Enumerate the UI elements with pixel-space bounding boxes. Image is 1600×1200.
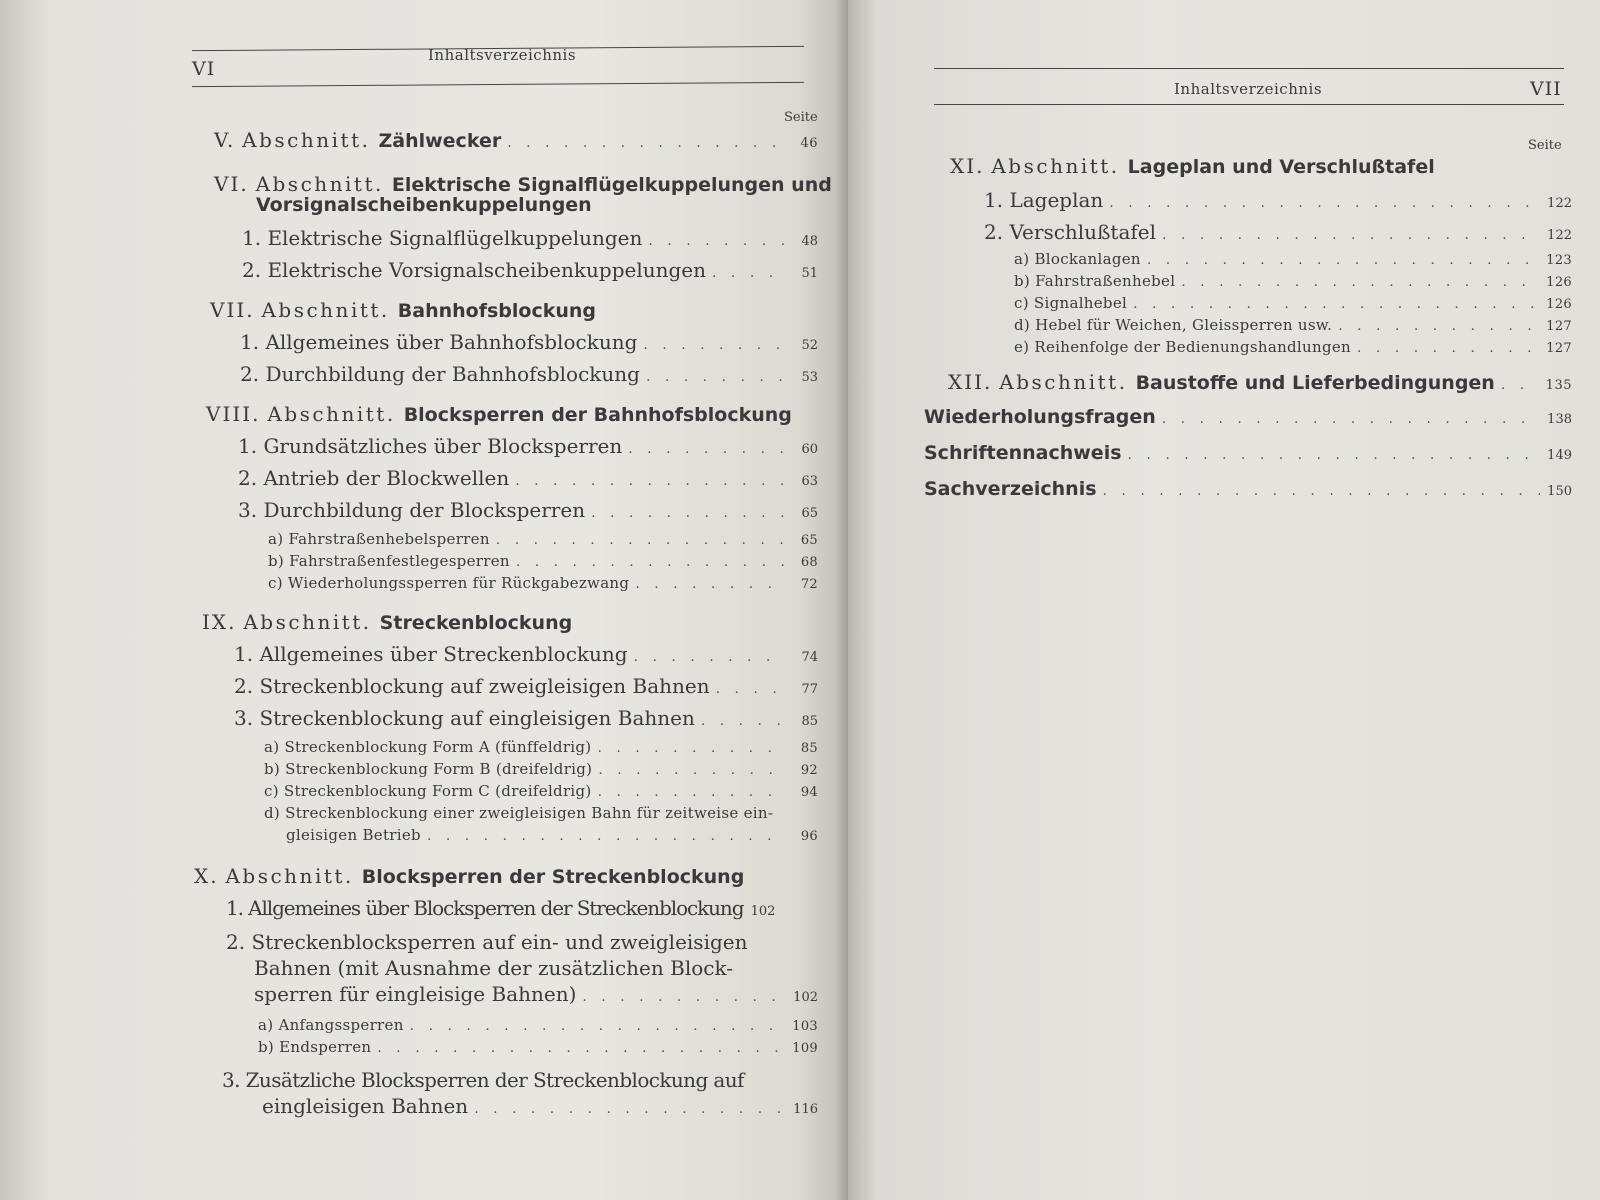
toc-entry xyxy=(242,226,818,250)
page-ref: 65 xyxy=(801,506,818,521)
section-title: Blocksperren der Bahnhofsblockung xyxy=(403,404,792,426)
dot-leader xyxy=(643,337,786,353)
toc-subentry xyxy=(264,782,818,800)
toc-entry xyxy=(226,896,818,920)
entry-text: sperren für eingleisige Bahnen) xyxy=(254,982,577,1006)
entry-text: c) Streckenblockung Form C (dreifeldrig) xyxy=(264,782,592,800)
entry-text: b) Fahrstraßenfestlegesperren xyxy=(268,552,510,570)
section-title: Lageplan und Verschlußtafel xyxy=(1127,156,1435,178)
page-ref: 102 xyxy=(793,990,818,1005)
section-title: Bahnhofsblockung xyxy=(397,300,597,322)
toc-subentry xyxy=(264,738,818,756)
toc-section-vii xyxy=(210,298,596,322)
page-ref: 127 xyxy=(1546,341,1572,356)
section-number: VII. xyxy=(210,298,255,322)
header-rule-top xyxy=(934,68,1564,69)
dot-leader xyxy=(591,505,786,521)
entry-text: 2. Streckenblockung auf zweigleisigen Bahnen xyxy=(234,674,710,698)
section-number: IX. xyxy=(202,610,237,634)
section-title: Streckenblockung xyxy=(379,612,573,634)
page-ref: 53 xyxy=(801,370,818,385)
entry-text: 2. Durchbildung der Bahnhofsblockung xyxy=(240,362,640,386)
page-ref: 77 xyxy=(801,682,818,697)
section-number: V. xyxy=(214,128,236,152)
entry-text: 2. Verschlußtafel xyxy=(984,220,1157,244)
seite-label: Seite xyxy=(784,110,818,125)
entry-text: a) Fahrstraßenhebelsperren xyxy=(268,530,490,548)
dot-leader xyxy=(507,135,786,151)
dot-leader xyxy=(635,576,786,592)
toc-entry xyxy=(262,1094,818,1118)
entry-text: c) Wiederholungssperren für Rückgabezwang xyxy=(268,574,630,592)
toc-section-xi xyxy=(950,154,1435,178)
entry-text: 1. Allgemeines über Streckenblockung xyxy=(234,642,628,666)
page-number: VI xyxy=(192,58,216,80)
dot-leader xyxy=(1103,483,1540,499)
seite-label: Seite xyxy=(1528,138,1562,153)
section-number: X. xyxy=(194,864,219,888)
dot-leader xyxy=(1133,296,1540,312)
entry-text: a) Streckenblockung Form A (fünffeldrig) xyxy=(264,738,592,756)
page-ref: 103 xyxy=(792,1019,818,1034)
toc-subentry xyxy=(268,574,818,592)
section-number: VIII. xyxy=(206,402,261,426)
section-title: Baustoffe und Lieferbedingungen xyxy=(1135,372,1495,394)
toc-entry-wiederholungsfragen xyxy=(924,406,1572,428)
page-ref: 135 xyxy=(1545,378,1572,393)
entry-text: b) Fahrstraßenhebel xyxy=(1014,272,1176,290)
section-number: VI. xyxy=(214,172,249,196)
page-ref: 94 xyxy=(800,785,818,800)
toc-entry xyxy=(240,362,818,386)
dot-leader xyxy=(1162,227,1540,243)
toc-entry xyxy=(242,258,818,282)
toc-subentry xyxy=(286,826,818,844)
page-ref: 46 xyxy=(800,136,818,151)
entry-text: 1. Grundsätzliches über Blocksperren xyxy=(238,434,623,458)
entry-text: 3. Durchbildung der Blocksperren xyxy=(238,498,586,522)
section-label: Abschnitt. xyxy=(243,610,372,634)
page-number: VII xyxy=(1530,78,1562,100)
page-ref: 63 xyxy=(801,474,818,489)
dot-leader xyxy=(474,1101,786,1117)
toc-subentry xyxy=(258,1016,818,1034)
dot-leader xyxy=(410,1018,786,1034)
page-ref: 60 xyxy=(801,442,818,457)
page-ref: 138 xyxy=(1547,412,1572,427)
dot-leader xyxy=(712,265,786,281)
toc-subentry xyxy=(268,530,818,548)
section-number: XI. xyxy=(950,154,985,178)
entry-text: 1. Elektrische Signalflügelkuppelungen xyxy=(242,226,643,250)
toc-entry xyxy=(234,642,818,666)
toc-section-viii xyxy=(206,402,792,426)
entry-text: 1. Lageplan xyxy=(984,188,1104,212)
toc-entry-schriftennachweis xyxy=(924,442,1572,464)
dot-leader xyxy=(582,989,786,1005)
toc-entry xyxy=(238,434,818,458)
toc-entry-sachverzeichnis xyxy=(924,478,1572,500)
toc-entry xyxy=(984,188,1572,212)
dot-leader xyxy=(516,554,786,570)
entry-text: 3. Streckenblockung auf eingleisigen Bahnen xyxy=(234,706,695,730)
page-ref: 72 xyxy=(800,577,818,592)
page-ref: 126 xyxy=(1546,297,1572,312)
section-label: Abschnitt. xyxy=(267,402,396,426)
toc-subentry xyxy=(1014,272,1572,290)
toc-section-v xyxy=(214,128,818,152)
entry-text: e) Reihenfolge der Bedienungshandlungen xyxy=(1014,338,1351,356)
entry-text: Schriftennachweis xyxy=(924,442,1122,464)
entry-text: c) Signalhebel xyxy=(1014,294,1128,312)
header-rule-bottom xyxy=(934,104,1564,105)
toc-subentry xyxy=(258,1038,818,1056)
toc-section-ix xyxy=(202,610,572,634)
toc-subentry xyxy=(1014,316,1572,334)
dot-leader xyxy=(1357,340,1540,356)
toc-entry xyxy=(238,466,818,490)
dot-leader xyxy=(1162,411,1540,427)
entry-text: a) Anfangssperren xyxy=(258,1016,404,1034)
dot-leader xyxy=(496,532,786,548)
toc-entry xyxy=(240,330,818,354)
section-label: Abschnitt. xyxy=(225,864,354,888)
dot-leader xyxy=(634,649,786,665)
entry-text: a) Blockanlagen xyxy=(1014,250,1141,268)
header-title: Inhaltsverzeichnis xyxy=(1174,80,1323,98)
dot-leader xyxy=(427,828,786,844)
toc-entry-line1: 2. Streckenblocksperren auf ein- und zweigleisigen xyxy=(226,930,748,954)
page-ref: 96 xyxy=(800,829,818,844)
toc-entry-line2: Bahnen (mit Ausnahme der zusätzlichen Block- xyxy=(254,956,733,980)
entry-text: 2. Antrieb der Blockwellen xyxy=(238,466,510,490)
page-ref: 122 xyxy=(1547,196,1572,211)
entry-text: Wiederholungsfragen xyxy=(924,406,1156,428)
page-ref: 122 xyxy=(1547,228,1572,243)
toc-subentry xyxy=(264,760,818,778)
section-title: Zählwecker xyxy=(378,130,502,152)
section-label: Abschnitt. xyxy=(242,128,371,152)
section-label: Abschnitt. xyxy=(999,370,1128,394)
dot-leader xyxy=(1147,252,1540,268)
section-label: Abschnitt. xyxy=(261,298,390,322)
toc-entry xyxy=(984,220,1572,244)
toc-entry xyxy=(234,706,818,730)
toc-subentry xyxy=(268,552,818,570)
toc-section-xii xyxy=(948,370,1572,394)
page-ref: 150 xyxy=(1547,484,1572,499)
page-ref: 51 xyxy=(801,266,818,281)
page-ref: 109 xyxy=(792,1041,818,1056)
toc-entry xyxy=(234,674,818,698)
section-title-continued: Vorsignalscheibenkuppelungen xyxy=(256,194,592,216)
page-ref: 52 xyxy=(801,338,818,353)
dot-leader xyxy=(1128,447,1540,463)
dot-leader xyxy=(1181,274,1540,290)
dot-leader xyxy=(648,233,786,249)
section-title: Elektrische Signalflügelkuppelungen und xyxy=(391,174,832,196)
section-label: Abschnitt. xyxy=(255,172,384,196)
page-ref: 85 xyxy=(801,714,818,729)
dot-leader xyxy=(1109,195,1540,211)
page-ref: 102 xyxy=(750,904,776,919)
section-title: Blocksperren der Streckenblockung xyxy=(361,866,745,888)
entry-text: 1. Allgemeines über Bahnhofsblockung xyxy=(240,330,638,354)
dot-leader xyxy=(598,784,786,800)
toc-subentry xyxy=(1014,338,1572,356)
dot-leader xyxy=(515,473,786,489)
page-ref: 127 xyxy=(1546,319,1572,334)
page-ref: 92 xyxy=(800,763,818,778)
page-ref: 65 xyxy=(800,533,818,548)
right-page xyxy=(848,0,1600,1200)
dot-leader xyxy=(646,369,786,385)
section-number: XII. xyxy=(948,370,993,394)
header-rule-bottom xyxy=(192,82,804,87)
dot-leader xyxy=(598,762,786,778)
entry-text: gleisigen Betrieb xyxy=(286,826,421,844)
page-ref: 48 xyxy=(801,234,818,249)
entry-text: 1. Allgemeines über Blocksperren der Streckenblockung xyxy=(226,896,744,920)
toc-subentry xyxy=(1014,250,1572,268)
page-ref: 126 xyxy=(1546,275,1572,290)
header-title: Inhaltsverzeichnis xyxy=(428,46,577,64)
dot-leader xyxy=(377,1040,786,1056)
dot-leader xyxy=(1501,377,1540,393)
entry-text: eingleisigen Bahnen xyxy=(262,1094,469,1118)
dot-leader xyxy=(1338,318,1540,334)
dot-leader xyxy=(716,681,786,697)
dot-leader xyxy=(628,441,786,457)
entry-text: 2. Elektrische Vorsignalscheibenkuppelungen xyxy=(242,258,707,282)
page-ref: 74 xyxy=(801,650,818,665)
entry-text: b) Endsperren xyxy=(258,1038,372,1056)
toc-subentry xyxy=(1014,294,1572,312)
entry-text: Sachverzeichnis xyxy=(924,478,1097,500)
dot-leader xyxy=(597,740,786,756)
dot-leader xyxy=(701,713,786,729)
toc-section-x xyxy=(194,864,744,888)
toc-section-vi xyxy=(214,172,832,196)
entry-text: d) Hebel für Weichen, Gleissperren usw. xyxy=(1014,316,1333,334)
toc-entry xyxy=(238,498,818,522)
entry-text: b) Streckenblockung Form B (dreifeldrig) xyxy=(264,760,593,778)
toc-entry-line1: 3. Zusätzliche Blocksperren der Streckenblockung auf xyxy=(222,1068,744,1092)
page-ref: 123 xyxy=(1546,253,1572,268)
section-label: Abschnitt. xyxy=(991,154,1120,178)
toc-subentry-line1: d) Streckenblockung einer zweigleisigen Bahn für zeitweise ein- xyxy=(264,804,774,822)
page-ref: 85 xyxy=(800,741,818,756)
toc-entry xyxy=(254,982,818,1006)
page-ref: 116 xyxy=(793,1102,818,1117)
page-ref: 149 xyxy=(1547,448,1572,463)
page-ref: 68 xyxy=(800,555,818,570)
